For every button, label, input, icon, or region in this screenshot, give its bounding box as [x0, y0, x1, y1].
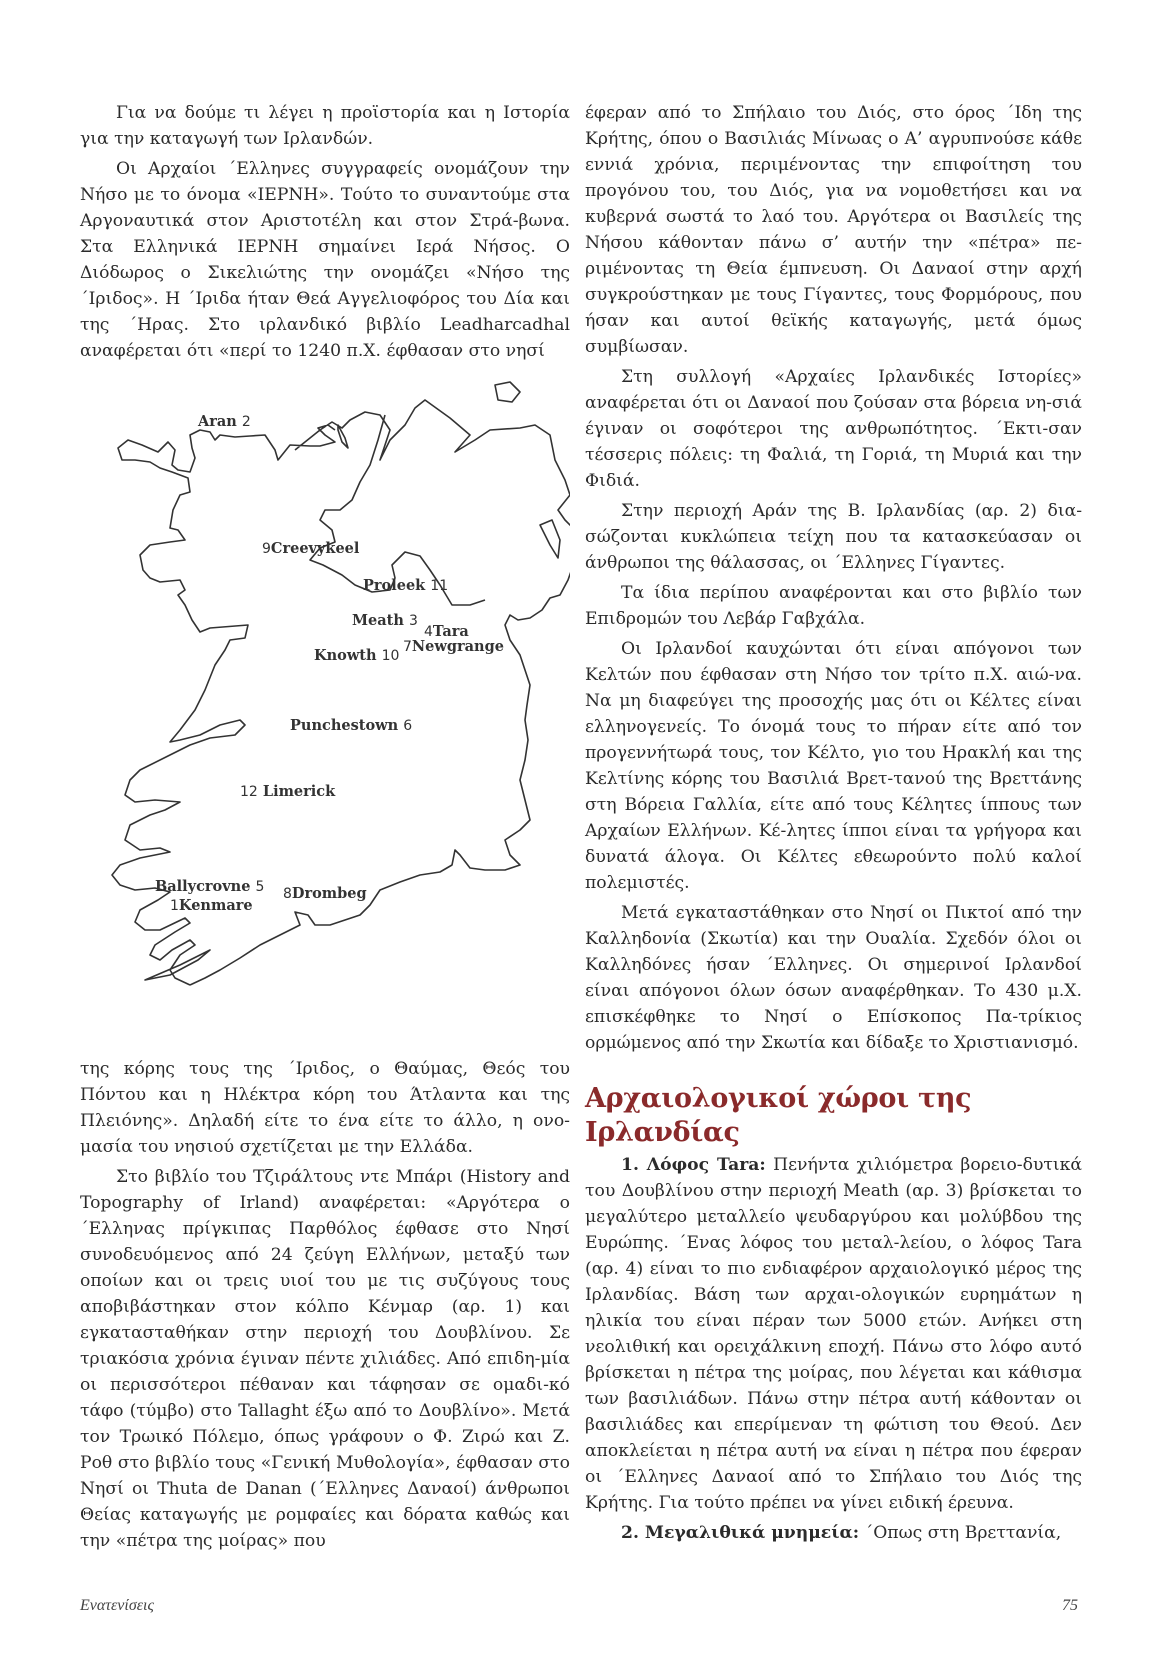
ireland-map	[80, 370, 570, 990]
item-lead: 2. Μεγαλιθικά μνημεία:	[621, 1523, 860, 1543]
lough	[540, 520, 560, 558]
map-label-aran: Aran 2	[198, 413, 251, 430]
paragraph: της κόρης τους της ΄Ιριδος, ο Θαύμας, Θεός του Πόντου και η Ηλέκτρα κόρη του Άτλαντα και της Πλειόνης». Δηλαδή είτε το ένα είτε το άλλο, η ονο-μασία του νησιού σχετίζεται με την Ελλάδα.	[80, 1059, 570, 1157]
section-heading: Αρχαιολογικοί χώροι της Ιρλανδίας	[585, 1083, 972, 1148]
map-label-limerick: 12 Limerick	[240, 783, 336, 800]
map-label-tara: 4Tara	[424, 623, 469, 640]
item-text: ΄Οπως στη Βρεττανία,	[859, 1523, 1062, 1543]
paragraph: Οι Αρχαίοι ΄Ελληνες συγγραφείς ονομάζουν την Νήσο με το όνομα «ΙΕΡΝΗ». Τούτο το συναντούμε στα Αργοναυτικά στον Αριστοτέλη και στον Στρά-βωνα. Στα Ελληνικά ΙΕΡΝΗ σημαίνει Ιερά Νήσος. Ο Διόδωρος ο Σικελιώτης την ονομάζει «Νήσο της ΄Ιριδος». Η ΄Ιριδα ήταν Θεά Αγγελιοφόρος του Δία και της ΄Ηρας. Στο ιρλανδικό βιβλίο Leadharcadhal αναφέρεται ότι «περί το 1240 π.Χ. έφθασαν στο νησί	[80, 159, 570, 361]
map-label-ballycrovne: Ballycrovne 5	[155, 878, 265, 895]
item-text: Πενήντα χιλιόμετρα βορειο-δυτικά του Δουβλίνου στην περιοχή Meath (αρ. 3) βρίσκεται το μεγαλύτερο μεταλλείο ψευδαργύρου και μολύβδου της Ευρώπης. ΄Ενας λόφος του μεταλ-λείου, ο λόφος Tara (αρ. 4) είναι το πιο ενδιαφέρον αρχαιολογικό μέρος της Ιρλανδίας. Βάση των αρχαι-ολογικών ευρημάτων η ηλικία του είναι πέραν των 5000 ετών. Ανήκει στη νεολιθική και ορειχάλκινη εποχή. Πάνω στο λόφο αυτό βρίσκεται η πέτρα της μοίρας, που λέγεται και κάθισμα των βασιλιάδων. Πάνω στην πέτρα αυτή κάθονταν οι βασιλιάδες και επερίμεναν τη φώτιση του Θεού. Δεν αποκλείεται η πέτρα αυτή να είναι η πέτρα που έφεραν οι ΄Ελληνες Δαναοί από το Σπήλαιο του Διός της Κρήτης. Για τούτο πρέπει να γίνει ειδική έρευνα.	[585, 1155, 1082, 1513]
paragraph: Μετά εγκαταστάθηκαν στο Νησί οι Πικτοί από την Καλληδονία (Σκωτία) και την Ουαλία. Σχεδόν όλοι οι Καλληδόνες ήσαν ΄Ελληνες. Οι σημερινοί Ιρλανδοί είναι απόγονοι όλων όσων αναφέρθηκαν. Το 430 μ.Χ. επισκέφθηκε το Νησί ο Επίσκοπος Πα-τρίκιος ορμώμενος από την Σκωτία και δίδαξε το Χριστιανισμό.	[585, 903, 1082, 1053]
paragraph: Για να δούμε τι λέγει η προϊστορία και η Ιστορία για την καταγωγή των Ιρλανδών.	[80, 103, 570, 149]
paragraph: Στην περιοχή Αράν της Β. Ιρλανδίας (αρ. 2) δια-σώζονται κυκλώπεια τείχη που τα κατασκεύασαν οι άνθρωποι της θάλασσας, οι ΄Ελληνες Γίγαντες.	[585, 501, 1082, 573]
map-label-knowth: Knowth 10	[314, 647, 400, 664]
numbered-item	[585, 1152, 1082, 1516]
map-label-kenmare: 1Kenmare	[170, 897, 253, 914]
paragraph: Τα ίδια περίπου αναφέρονται και στο βιβλίο των Επιδρομών του Λεβάρ Γαβχάλα.	[585, 583, 1082, 629]
left-column-bottom	[80, 1056, 570, 1558]
publication-name: Ενατενίσεις	[80, 1597, 154, 1614]
map-label-punchestown: Punchestown 6	[290, 717, 413, 734]
inlet	[145, 950, 210, 980]
map-label-drombeg: 8Drombeg	[283, 885, 367, 902]
map-label-meath: Meath 3	[352, 612, 418, 629]
page-number: 75	[1062, 1597, 1078, 1614]
paragraph: Στη συλλογή «Αρχαίες Ιρλανδικές Ιστορίες» αναφέρεται ότι οι Δαναοί που ζούσαν στα βόρεια νη-σιά έγιναν οι σοφότεροι της ανθρωπότητος. ΄Εκτι-σαν τέσσερις πόλεις: τη Φαλιά, τη Γοριά, τη Μυριά και την Φιδιά.	[585, 367, 1082, 491]
map-label-proleek: Proleek 11	[363, 577, 449, 594]
map-label-creevykeel: 9Creevykeel	[262, 540, 360, 557]
paragraph: Στο βιβλίο του Τζιράλτους ντε Μπάρι (History and Topography of Irland) αναφέρεται: «Αργότερα ο ΄Ελληνας πρίγκιπας Παρθόλος έφθασε στο Νησί συνοδευόμενος από 24 ζεύγη Ελλήνων, μεταξύ των οποίων και οι τρεις υιοί του με τις συζύγους τους αποβιβάστηκαν στον κόλπο Κένμαρ (αρ. 1) και εγκατασταθήκαν στην περιοχή του Δουβλίνου. Σε τριακόσια χρόνια έγιναν πέντε χιλιάδες. Από επιδη-μία οι περισσότεροι πέθαναν και τάφησαν σε ομαδι-κό τάφο (τύμβο) στο Tallaght έξω από το Δουβλίνο». Μετά τον Τρωικό Πόλεμο, όπως γράφουν ο Φ. Ζιρώ και Ζ. Ροθ στο βιβλίο τους «Γενική Μυθολογία», έφθασαν στο Νησί οι Thuta de Danan (΄Ελληνες Δαναοί) άνθρωποι Θείας καταγωγής με ρομφαίες και δόρατα καθώς και την «πέτρα της μοίρας» που	[80, 1167, 570, 1551]
lough	[338, 425, 348, 448]
right-column	[585, 100, 1082, 1550]
map-label-newgrange: 7Newgrange	[403, 638, 504, 655]
numbered-item	[585, 1520, 1082, 1546]
item-lead: 1. Λόφος Tara:	[621, 1155, 766, 1175]
paragraph: έφεραν από το Σπήλαιο του Διός, στο όρος ΄Ιδη της Κρήτης, όπου ο Βασιλιάς Μίνωας ο Α’ αγρυπνούσε κάθε εννιά χρόνια, περιμένοντας την επιφοίτηση του προγόνου του, του Διός, για να νομοθετήσει και να κυβερνά σωστά το λαό του. Αργότερα οι Βασιλείς της Νήσου κάθονταν πάνω σ’ αυτήν την «πέτρα» πε-ριμένοντας τη Θεία έμπνευση. Οι Δαναοί στην αρχή συγκρούστηκαν με τους Γίγαντες, τους Φορμόρους, που ήσαν και αυτοί θεϊκής καταγωγής, μετά όμως συμβίωσαν.	[585, 103, 1082, 357]
paragraph: Οι Ιρλανδοί καυχώνται ότι είναι απόγονοι των Κελτών που έφθασαν στη Νήσο τον τρίτο π.Χ. αιώ-να. Να μη διαφεύγει της προσοχής μας ότι οι Κέλτες είναι ελληνογενείς. Το όνομά τους το πήραν είτε από τον προγεννήτωρά τους, τον Κέλτο, γιο του Ηρακλή και της Κελτίνης κόρης του Βασιλιά Βρετ-τανού της Βρεττάνης στη Βόρεια Γαλλία, είτε από τους Κέλητες ίππους των Αρχαίων Ελλήνων. Κέ-λητες ίπποι είναι τα γρήγορα και δυνατά άλογα. Οι Κέλτες εθεωρούντο πολύ καλοί πολεμιστές.	[585, 639, 1082, 893]
